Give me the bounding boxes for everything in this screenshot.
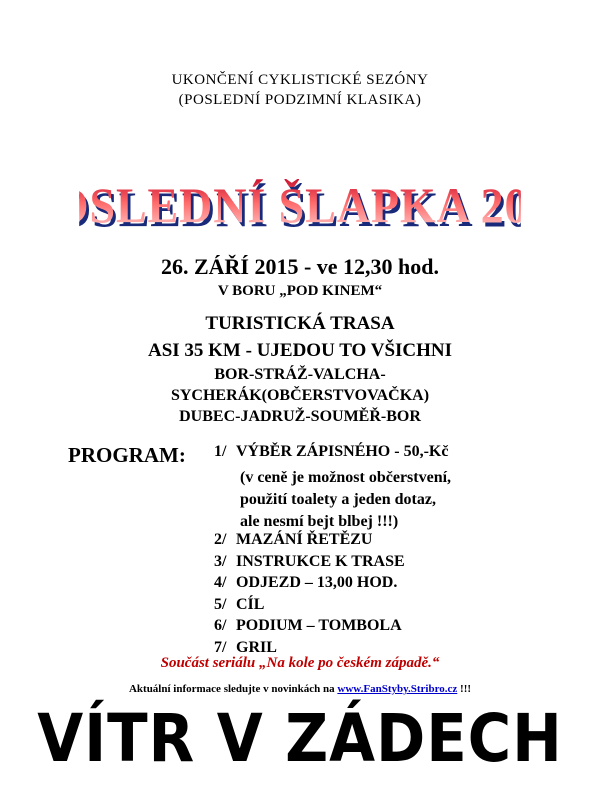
program-item: INSTRUKCE K TRASE	[236, 553, 405, 570]
program-item: VÝBĚR ZÁPISNÉHO - 50,-Kč	[236, 443, 449, 460]
program-item: (v ceně je možnost občerstvení,	[240, 469, 452, 486]
program-label: PROGRAM:	[68, 443, 186, 467]
program-item: ODJEZD – 13,00 HOD.	[236, 574, 398, 591]
series-note: Součást seriálu „Na kole po českém západě.“	[160, 655, 440, 671]
program-item-number: 6/	[214, 617, 227, 634]
program-item-number: 4/	[214, 574, 227, 591]
program-item: MAZÁNÍ ŘETĚZU	[236, 531, 373, 548]
title-shadow: SLEDNÍ ŠLAPKA 2	[92, 182, 508, 238]
program-item: použití toalety a jeden dotaz,	[240, 491, 436, 508]
program-item: ale nesmí bejt blbej !!!)	[240, 513, 399, 530]
program-item-number: 7/	[214, 639, 227, 656]
route-type: TURISTICKÁ TRASA	[205, 313, 395, 334]
event-date-time: 26. ZÁŘÍ 2015 - ve 12,30 hod.	[160, 254, 440, 279]
route-line-3: DUBEC-JADRUŽ-SOUMĚŘ-BOR	[179, 408, 421, 425]
info-suffix: !!!	[457, 683, 472, 695]
header-line-1: UKONČENÍ CYKLISTICKÉ SEZÓNY	[171, 72, 429, 88]
info-link[interactable]: www.FanStyby.Stribro.cz	[337, 683, 458, 695]
route-line-1: BOR-STRÁŽ-VALCHA-	[214, 366, 386, 383]
event-place: V BORU „POD KINEM“	[217, 283, 383, 299]
event-title-art	[79, 168, 521, 238]
title-text: SLEDNÍ ŠLAPKA 2	[89, 178, 505, 234]
info-prefix: Aktuální informace sledujte v novinkách na	[128, 683, 338, 695]
route-line-2: SYCHERÁK(OBČERSTVOVAČKA)	[170, 387, 430, 404]
program-item: GRIL	[236, 639, 277, 656]
program-item: CÍL	[236, 596, 265, 613]
program-item-number: 5/	[214, 596, 227, 613]
program-item-number: 2/	[214, 531, 227, 548]
program-item-number: 3/	[214, 553, 227, 570]
info-line	[0, 683, 600, 695]
footer-slogan: VÍTR V ZÁDECH	[37, 700, 563, 777]
event-title	[79, 168, 521, 249]
route-distance: ASI 35 KM - UJEDOU TO VŠICHNI	[147, 340, 453, 361]
program-item: PODIUM – TOMBOLA	[236, 617, 402, 634]
header-line-2: (POSLEDNÍ PODZIMNÍ KLASIKA)	[178, 92, 422, 108]
program-item-number: 1/	[214, 443, 227, 460]
